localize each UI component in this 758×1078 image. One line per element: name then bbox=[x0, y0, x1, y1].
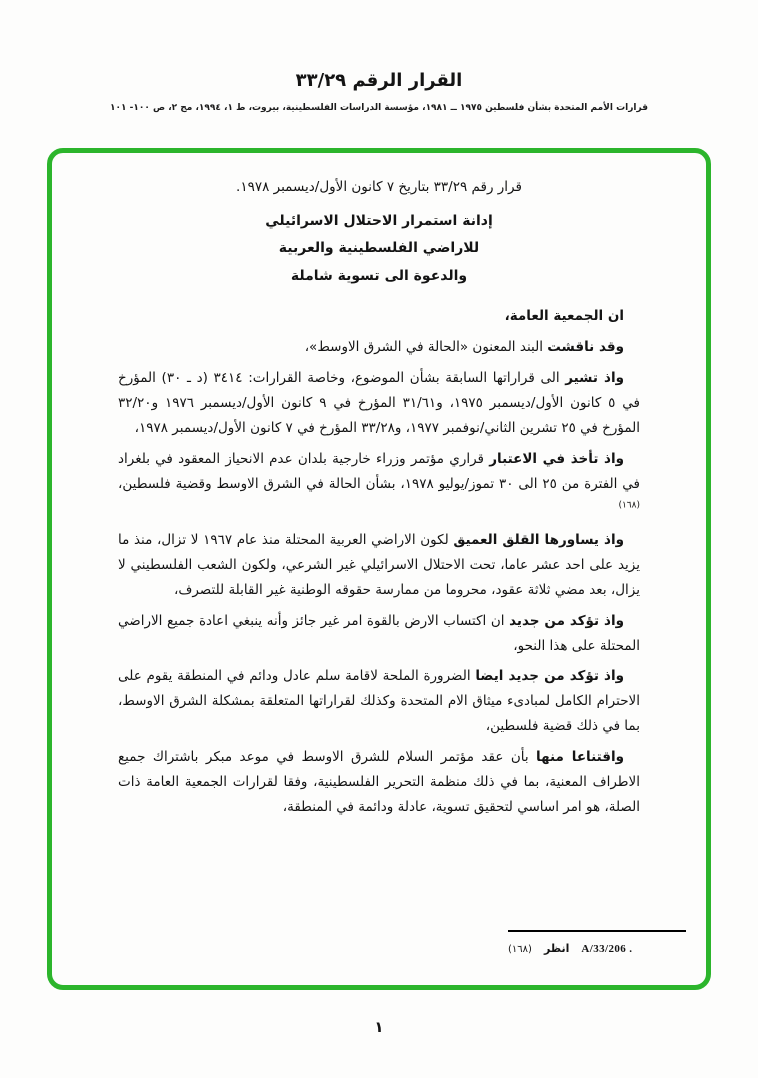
paragraph bbox=[118, 745, 640, 820]
resolution-title-line-1: إدانة استمرار الاحتلال الاسرائيلي bbox=[265, 213, 493, 229]
paragraph-text: لكون الاراضي العربية المحتلة منذ عام ١٩٦٧ لا تزال، منذ ما يزيد على احد عشر عاما، تحت الاحتلال الاسرائيلي غير الشرعي، ولكون الشعب الفلسطيني لا يزال، بعد مضي ثلاثة عقود، محروما من ممارسة حقوقه الوطنية غير القابلة للتصرف، bbox=[118, 531, 640, 598]
resolution-header-title: القرار الرقم ٣٣/٢٩ bbox=[295, 70, 463, 91]
footnote-number: (١٦٨) bbox=[508, 944, 532, 955]
footnote-divider bbox=[508, 930, 686, 932]
paragraph-lead: واذ تؤكد من جديد bbox=[509, 612, 625, 629]
paragraph bbox=[118, 528, 640, 603]
resolution-green-box bbox=[47, 148, 711, 990]
footnote-text: انظر bbox=[543, 942, 570, 955]
paragraph-lead: واذ تشير bbox=[565, 369, 624, 386]
paragraph bbox=[118, 335, 640, 360]
paragraph-text: البند المعنون «الحالة في الشرق الاوسط»، bbox=[304, 338, 548, 355]
paragraph bbox=[118, 366, 640, 441]
resolution-intro-line: قرار رقم ٣٣/٢٩ بتاريخ ٧ كانون الأول/ديسمبر ١٩٧٨. bbox=[236, 179, 522, 195]
paragraph-lead: واذ تؤكد من جديد ايضا bbox=[475, 668, 625, 685]
footnote bbox=[508, 942, 686, 955]
resolution-title-line-3: والدعوة الى تسوية شاملة bbox=[290, 267, 468, 284]
page-header bbox=[0, 0, 758, 113]
footnote-reference: A/33/206 . bbox=[581, 943, 633, 955]
paragraph bbox=[118, 664, 640, 739]
paragraph bbox=[118, 609, 640, 659]
page-number: ١ bbox=[374, 1018, 384, 1036]
paragraph-lead: واذ يساورها القلق العميق bbox=[453, 531, 624, 548]
source-citation: قرارات الأمم المتحدة بشأن فلسطين ١٩٧٥ ــ ١٩٨١، مؤسسة الدراسات الفلسطينية، بيروت، ط ١، ١٩٩٤، مج ٢، ص ١٠٠- ١٠١ bbox=[110, 103, 648, 113]
resolution-title-line-2: للاراضي الفلسطينية والعربية bbox=[278, 240, 480, 257]
paragraph-lead: واقتناعا منها bbox=[536, 749, 624, 766]
opening-line: ان الجمعية العامة، bbox=[504, 307, 624, 324]
footnote-area bbox=[508, 930, 686, 955]
footnote-marker-superscript: (١٦٨) bbox=[618, 500, 640, 511]
paragraph-text: الى قراراتها السابقة بشأن الموضوع، وخاصة القرارات: ٣٤١٤ (د ـ ٣٠) المؤرخ في ٥ كانون الأول/ديسمبر ١٩٧٥، و٣١/٦١ المؤرخ في ٩ كانون الأول/ديسمبر ١٩٧٦ و٣٢/٢٠ المؤرخ في ٢٥ تشرين الثاني/نوفمبر ١٩٧٧، و٣٣/٢٨ المؤرخ في ٧ كانون الأول/ديسمبر ١٩٧٨، bbox=[118, 369, 641, 436]
paragraph-text: ان اكتساب الارض بالقوة امر غير جائز وأنه ينبغي اعادة جميع الاراضي المحتلة على هذا النحو، bbox=[118, 612, 640, 654]
paragraph-text: بأن عقد مؤتمر السلام للشرق الاوسط في موعد مبكر باشتراك جميع الاطراف المعنية، بما في ذلك منظمة التحرير الفلسطينية، وفقا لقرارات الجمعية العامة ذات الصلة، هو امر اساسي لتحقيق تسوية، عادلة ودائمة في المنطقة، bbox=[118, 749, 640, 816]
paragraph-text: قراري مؤتمر وزراء خارجية بلدان عدم الانحياز المعقود في بلغراد في الفترة من ٢٥ الى ٣٠ تموز/يوليو ١٩٧٨، بشأن الحالة في الشرق الاوسط وقضية فلسطين، bbox=[118, 450, 640, 492]
resolution-title bbox=[118, 208, 640, 290]
paragraph bbox=[118, 447, 640, 522]
paragraph-lead: واذ تأخذ في الاعتبار bbox=[489, 450, 624, 467]
paragraph-text: الضرورة الملحة لاقامة سلم عادل ودائم في المنطقة يقوم على الاحترام الكامل لمبادىء ميثاق الام المتحدة وكذلك لقراراتها المتعلقة بمشكلة الشرق الاوسط، بما في ذلك قضية فلسطين، bbox=[118, 668, 640, 735]
paragraph-lead: وقد ناقشت bbox=[547, 338, 624, 355]
